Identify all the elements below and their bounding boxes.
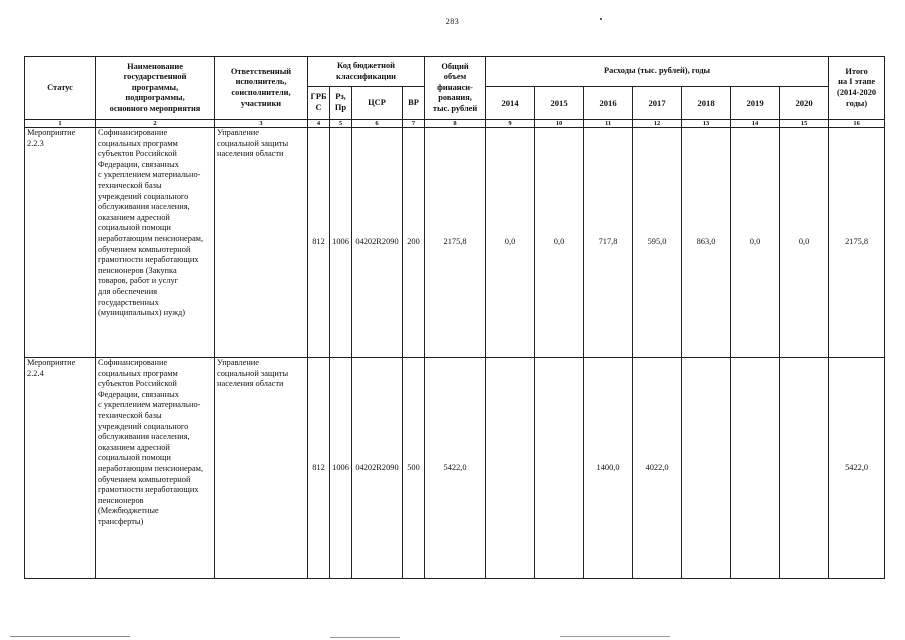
col-header-year: 2018 xyxy=(682,87,731,120)
cell-vr: 200 xyxy=(403,128,425,358)
budget-table xyxy=(24,56,885,579)
cell-year-value: 0,0 xyxy=(535,128,584,358)
col-number: 3 xyxy=(215,120,308,128)
col-number: 11 xyxy=(584,120,633,128)
cell-responsible: Управление социальной защиты населения области xyxy=(215,128,308,358)
table-row xyxy=(25,128,885,358)
table-row xyxy=(25,358,885,579)
col-header-budget-code: Код бюджетной классификации xyxy=(308,57,425,87)
col-number: 13 xyxy=(682,120,731,128)
col-number: 4 xyxy=(308,120,330,128)
col-header-expenses: Расходы (тыс. рублей), годы xyxy=(486,57,829,87)
cell-itogo: 5422,0 xyxy=(829,358,885,579)
col-header-csr: ЦСР xyxy=(352,87,403,120)
scan-speck xyxy=(560,636,670,637)
cell-name: Софинансирование социальных программ субъектов Российской Федерации, связанных с укреплением материально- технической базы учреждений социального обслуживания населения, оказанием адресной социальной помощи неработающим пенсионерам, обучением компьютерной грамотности неработающих пенсионеров (Межбюджетные трансферты) xyxy=(96,358,215,579)
col-header-year: 2019 xyxy=(731,87,780,120)
col-header-name: Наименование государственной программы, подпрограммы, основного мероприятия xyxy=(96,57,215,120)
cell-year-value xyxy=(535,358,584,579)
col-header-status: Статус xyxy=(25,57,96,120)
cell-year-value xyxy=(682,358,731,579)
cell-status: Мероприятие 2.2.3 xyxy=(25,128,96,358)
col-number: 2 xyxy=(96,120,215,128)
col-header-total-volume: Общий объем финанси- рования, тыс. рублей xyxy=(425,57,486,120)
cell-year-value: 0,0 xyxy=(780,128,829,358)
col-number: 14 xyxy=(731,120,780,128)
col-header-year: 2015 xyxy=(535,87,584,120)
col-header-vr: ВР xyxy=(403,87,425,120)
col-number: 15 xyxy=(780,120,829,128)
col-number: 6 xyxy=(352,120,403,128)
col-number: 7 xyxy=(403,120,425,128)
col-number: 5 xyxy=(330,120,352,128)
cell-total: 2175,8 xyxy=(425,128,486,358)
cell-rzpr: 1006 xyxy=(330,128,352,358)
scan-speck xyxy=(600,18,602,20)
cell-year-value: 595,0 xyxy=(633,128,682,358)
col-number: 1 xyxy=(25,120,96,128)
cell-year-value: 0,0 xyxy=(731,128,780,358)
col-header-grbs: ГРБ С xyxy=(308,87,330,120)
cell-total: 5422,0 xyxy=(425,358,486,579)
cell-year-value: 717,8 xyxy=(584,128,633,358)
cell-name: Софинансирование социальных программ субъектов Российской Федерации, связанных с укреплением материально- технической базы учреждений социального обслуживания населения, оказанием адресной социальной помощи неработающим пенсионерам, обучением компьютерной грамотности неработающих пенсионеров (Закупка товаров, работ и услуг для обеспечения государственных (муниципальных) нужд) xyxy=(96,128,215,358)
cell-year-value: 0,0 xyxy=(486,128,535,358)
cell-year-value xyxy=(486,358,535,579)
cell-year-value xyxy=(731,358,780,579)
col-number: 12 xyxy=(633,120,682,128)
col-header-year: 2016 xyxy=(584,87,633,120)
page-number: 283 xyxy=(445,17,460,26)
col-number: 10 xyxy=(535,120,584,128)
scan-speck xyxy=(10,636,130,637)
cell-grbs: 812 xyxy=(308,358,330,579)
col-header-rzpr: Рз, Пр xyxy=(330,87,352,120)
cell-vr: 500 xyxy=(403,358,425,579)
cell-grbs: 812 xyxy=(308,128,330,358)
col-number: 16 xyxy=(829,120,885,128)
cell-itogo: 2175,8 xyxy=(829,128,885,358)
cell-responsible: Управление социальной защиты населения области xyxy=(215,358,308,579)
col-header-itogo: Итого на I этапе (2014-2020 годы) xyxy=(829,57,885,120)
col-header-responsible: Ответственный исполнитель, соисполнители, участники xyxy=(215,57,308,120)
cell-year-value: 1400,0 xyxy=(584,358,633,579)
col-header-year: 2020 xyxy=(780,87,829,120)
cell-csr: 04202R2090 xyxy=(352,128,403,358)
cell-year-value: 4022,0 xyxy=(633,358,682,579)
cell-status: Мероприятие 2.2.4 xyxy=(25,358,96,579)
cell-rzpr: 1006 xyxy=(330,358,352,579)
col-header-year: 2017 xyxy=(633,87,682,120)
cell-csr: 04202R2090 xyxy=(352,358,403,579)
col-number: 8 xyxy=(425,120,486,128)
col-header-year: 2014 xyxy=(486,87,535,120)
scan-speck xyxy=(330,637,400,638)
cell-year-value: 863,0 xyxy=(682,128,731,358)
cell-year-value xyxy=(780,358,829,579)
col-number: 9 xyxy=(486,120,535,128)
